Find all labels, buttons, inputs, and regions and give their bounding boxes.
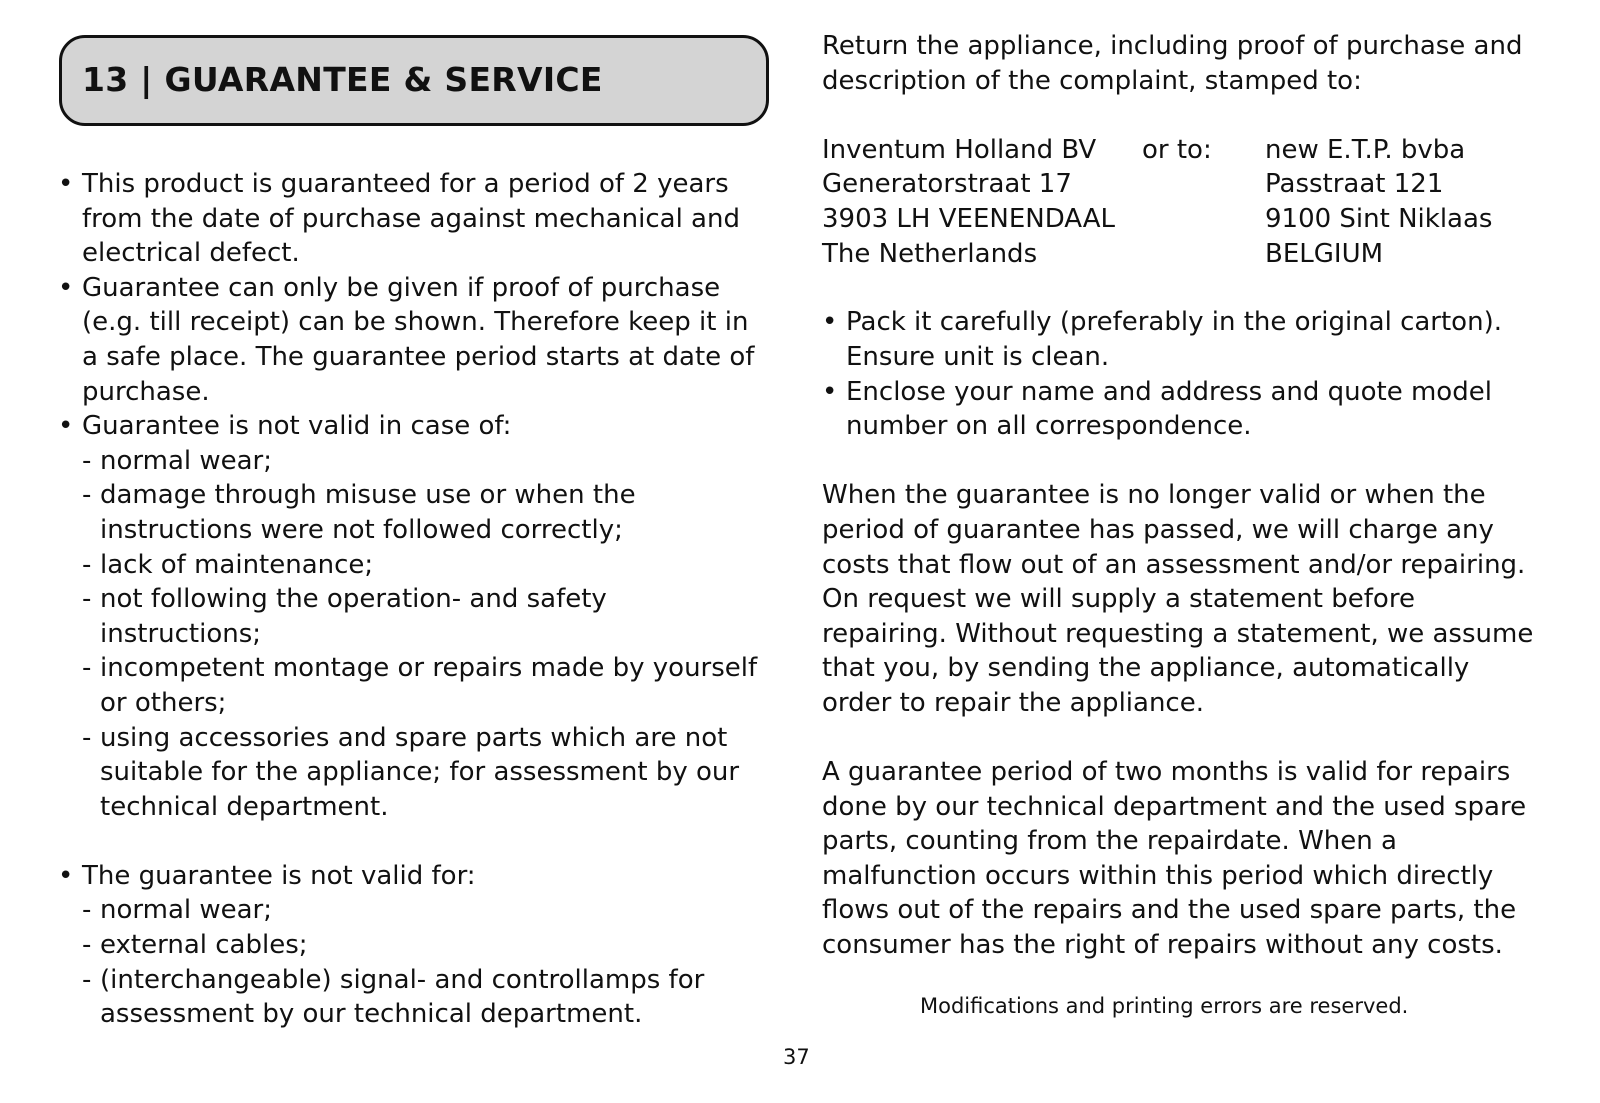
- bullet-dot: •: [58, 169, 74, 199]
- list-item: [58, 444, 798, 479]
- text-line: normal wear;: [100, 895, 273, 926]
- text-line: suitable for the appliance; for assessment by our: [100, 757, 740, 788]
- address-line: BELGIUM: [1265, 238, 1384, 269]
- text-line: from the date of purchase against mechanical and: [82, 203, 740, 234]
- text-line: Pack it carefully (preferably in the original carton).: [846, 307, 1502, 338]
- text-line: consumer has the right of repairs without any costs.: [822, 930, 1503, 961]
- bullet-dot: •: [822, 307, 838, 338]
- text-line: flows out of the repairs and the used spare parts, the: [822, 895, 1517, 926]
- bullet-pack-carefully: [822, 305, 1582, 374]
- dash-marker: -: [82, 549, 92, 580]
- text-line: using accessories and spare parts which are not: [100, 722, 728, 753]
- address-line: The Netherlands: [822, 238, 1038, 269]
- text-line: done by our technical department and the used spare: [822, 791, 1527, 822]
- text-line: Guarantee is not valid in case of:: [82, 411, 512, 442]
- footer-note: Modifications and printing errors are reserved.: [920, 994, 1409, 1018]
- list-item: [58, 928, 798, 963]
- text-line: Guarantee can only be given if proof of purchase: [82, 272, 721, 303]
- list-item: [58, 893, 798, 928]
- text-line: or to:: [1142, 134, 1212, 165]
- text-line: lack of maintenance;: [100, 549, 374, 580]
- address-belgium: [1265, 133, 1492, 271]
- section-header: [59, 35, 769, 126]
- text-line: Return the appliance, including proof of purchase and: [822, 31, 1523, 61]
- text-line: technical department.: [100, 791, 389, 822]
- address-line: Passtraat 121: [1265, 169, 1444, 200]
- page-title: 13 | GUARANTEE & SERVICE: [82, 60, 603, 99]
- bullet-proof-of-purchase: [58, 271, 798, 409]
- left-column: [58, 167, 798, 1032]
- text-line: Enclose your name and address and quote model: [846, 376, 1492, 407]
- text-line: that you, by sending the appliance, automatically: [822, 653, 1470, 684]
- text-line: repairing. Without requesting a statement, we assume: [822, 618, 1534, 649]
- text-line: Ensure unit is clean.: [846, 341, 1110, 372]
- text-line: When the guarantee is no longer valid or when the: [822, 480, 1486, 511]
- text-line: assessment by our technical department.: [100, 999, 643, 1030]
- dash-marker: -: [82, 895, 92, 926]
- text-line: a safe place. The guarantee period starts at date of: [82, 341, 755, 372]
- text-line: On request we will supply a statement before: [822, 584, 1415, 615]
- page-number: 37: [783, 1045, 810, 1069]
- text-line: external cables;: [100, 930, 308, 961]
- text-line: electrical defect.: [82, 238, 300, 269]
- charges-paragraph: [822, 478, 1582, 720]
- text-line: This product is guaranteed for a period of 2 years: [82, 169, 729, 199]
- text-line: purchase.: [82, 376, 210, 407]
- bullet-not-valid-for: [58, 859, 798, 894]
- address-line: Generatorstraat 17: [822, 169, 1072, 200]
- text-line: A guarantee period of two months is valid for repairs: [822, 757, 1511, 788]
- text-line: damage through misuse use or when the: [100, 480, 636, 511]
- text-line: The guarantee is not valid for:: [82, 860, 476, 891]
- or-to-label: [1142, 133, 1212, 168]
- bullet-not-valid-in-case: [58, 409, 798, 444]
- text-line: number on all correspondence.: [846, 411, 1252, 442]
- address-netherlands: [822, 133, 1115, 271]
- list-item: [58, 721, 798, 825]
- bullet-dot: •: [822, 376, 838, 407]
- text-line: period of guarantee has passed, we will charge any: [822, 514, 1494, 545]
- text-line: or others;: [100, 687, 227, 718]
- right-column: [822, 29, 1582, 963]
- address-line: 9100 Sint Niklaas: [1265, 203, 1493, 234]
- list-item: [58, 651, 798, 720]
- dash-marker: -: [82, 653, 92, 684]
- address-line: Inventum Holland BV: [822, 134, 1097, 165]
- text-line: incompetent montage or repairs made by yourself: [100, 653, 758, 684]
- bullet-guarantee-period: [58, 167, 798, 271]
- list-item: [58, 582, 798, 651]
- bullet-enclose-name: [822, 375, 1582, 444]
- list-item: [58, 963, 798, 1032]
- text-line: not following the operation- and safety: [100, 584, 607, 615]
- bullet-dot: •: [58, 411, 74, 442]
- text-line: instructions;: [100, 618, 262, 649]
- list-item: [58, 548, 798, 583]
- bullet-dot: •: [58, 272, 74, 303]
- text-line: malfunction occurs within this period which directly: [822, 860, 1494, 891]
- address-line: 3903 LH VEENENDAAL: [822, 203, 1116, 234]
- text-line: costs that flow out of an assessment and/or repairing.: [822, 549, 1526, 580]
- text-line: description of the complaint, stamped to:: [822, 65, 1362, 96]
- text-line: parts, counting from the repairdate. When a: [822, 826, 1397, 857]
- text-line: (interchangeable) signal- and controllamps for: [100, 964, 705, 995]
- dash-marker: -: [82, 930, 92, 961]
- dash-marker: -: [82, 722, 92, 753]
- address-block: [822, 133, 1582, 271]
- text-line: normal wear;: [100, 445, 273, 476]
- address-line: new E.T.P. bvba: [1265, 134, 1466, 165]
- intro-paragraph: [822, 29, 1582, 98]
- dash-marker: -: [82, 480, 92, 511]
- dash-marker: -: [82, 964, 92, 995]
- bullet-dot: •: [58, 860, 74, 891]
- text-line: order to repair the appliance.: [822, 687, 1204, 718]
- dash-marker: -: [82, 445, 92, 476]
- text-line: instructions were not followed correctly;: [100, 514, 623, 545]
- repair-guarantee-paragraph: [822, 755, 1582, 963]
- list-item: [58, 478, 798, 547]
- text-line: (e.g. till receipt) can be shown. Therefore keep it in: [82, 307, 749, 338]
- dash-marker: -: [82, 584, 92, 615]
